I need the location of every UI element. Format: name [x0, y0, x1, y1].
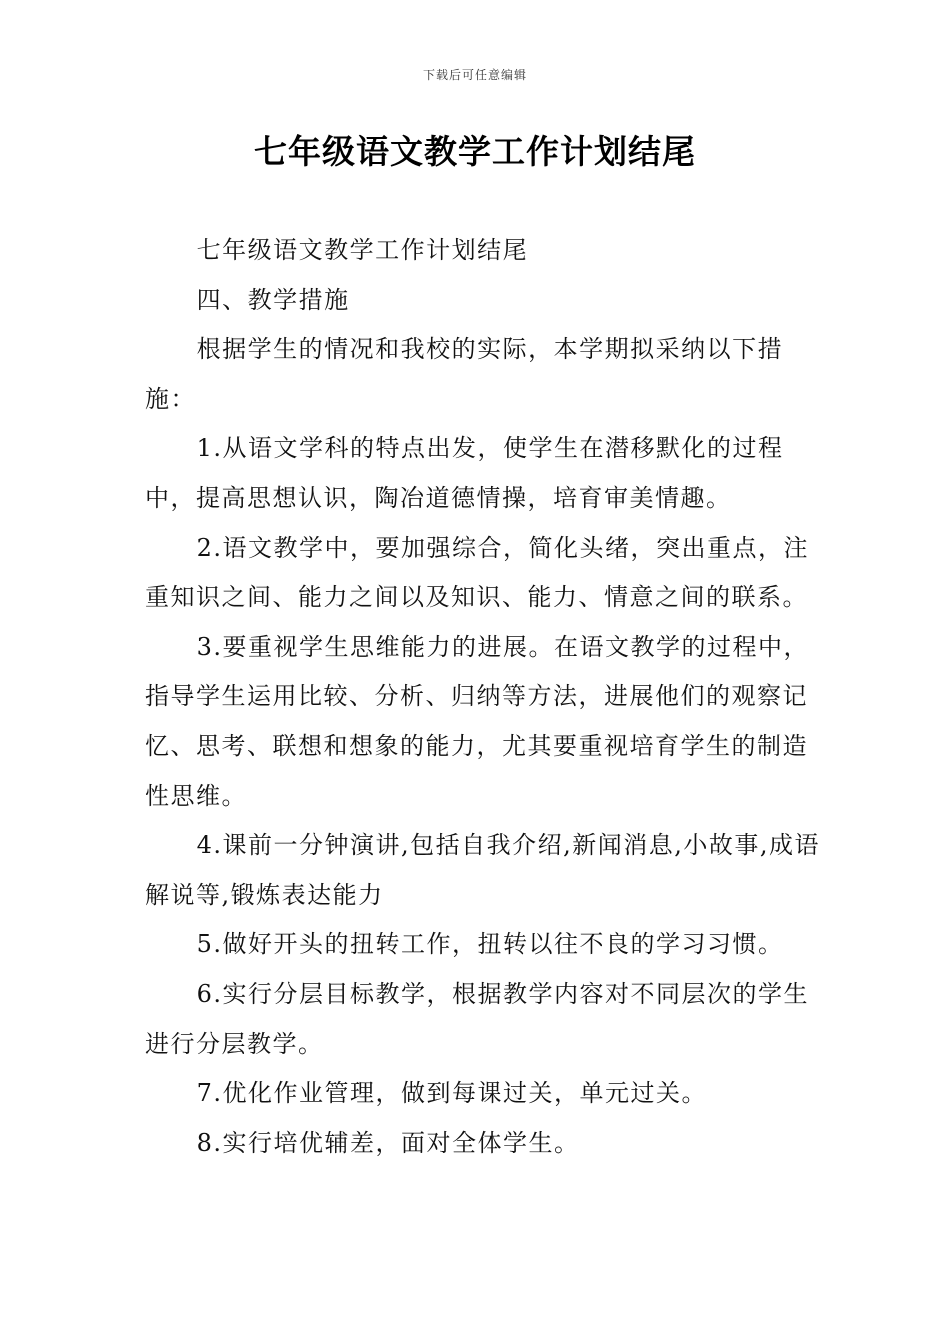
paragraph-measure-1: 1.从语文学科的特点出发，使学生在潜移默化的过程中，提高思想认识，陶冶道德情操，培育审美情趣。 — [145, 434, 784, 512]
document-title: 七年级语文教学工作计划结尾 — [254, 132, 696, 171]
paragraph-measure-6: 6.实行分层目标教学，根据教学内容对不同层次的学生进行分层教学。 — [145, 979, 809, 1058]
document-body — [145, 226, 825, 1168]
paragraph-section-heading: 四、教学措施 — [196, 285, 350, 314]
paragraph-measure-7: 7.优化作业管理，做到每课过关，单元过关。 — [196, 1079, 707, 1108]
paragraph-subtitle: 七年级语文教学工作计划结尾 — [196, 236, 529, 264]
header-note: 下载后可任意编辑 — [422, 68, 527, 82]
paragraph-measure-2: 2.语文教学中，要加强综合，简化头绪，突出重点，注重知识之间、能力之间以及知识、能力、情意之间的联系。 — [145, 533, 809, 612]
paragraph-measure-5: 5.做好开头的扭转工作，扭转以往不良的学习习惯。 — [196, 930, 784, 959]
paragraph-measure-3: 3.要重视学生思维能力的进展。在语文教学的过程中，指导学生运用比较、分析、归纳等方法，进展他们的观察记忆、思考、联想和想象的能力，尤其要重视培育学生的制造性思维。 — [145, 632, 809, 810]
paragraph-intro: 根据学生的情况和我校的实际，本学期拟采纳以下措施： — [145, 335, 784, 413]
paragraph-measure-4: 4.课前一分钟演讲,包括自我介绍,新闻消息,小故事,成语解说等,锻炼表达能力 — [145, 831, 821, 909]
paragraph-measure-8: 8.实行培优辅差，面对全体学生。 — [196, 1128, 580, 1157]
